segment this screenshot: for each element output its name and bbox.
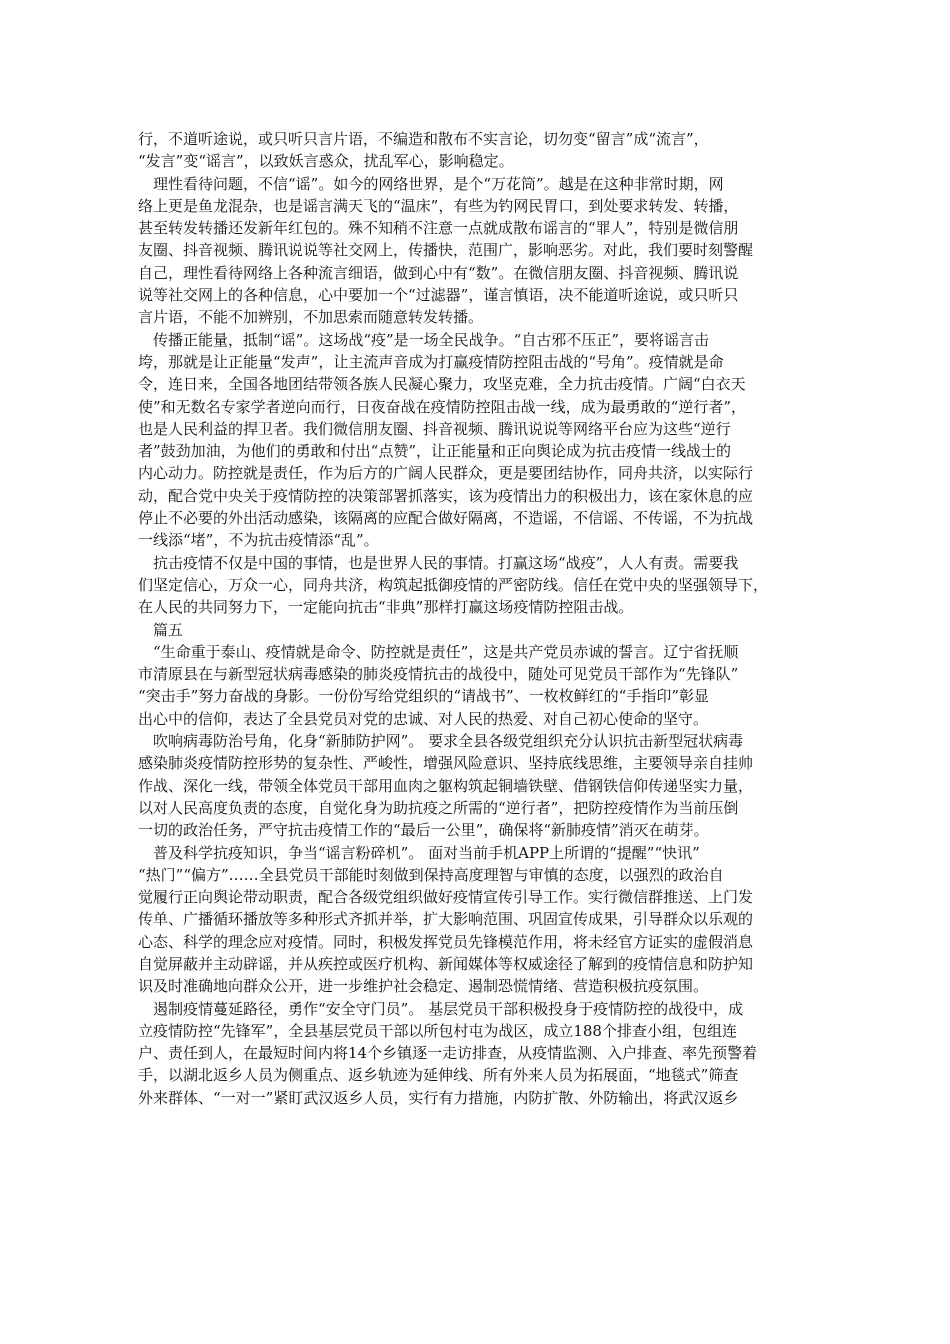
text-line: 自觉屏蔽并主动辟谣，并从疾控或医疗机构、新闻媒体等权威途径了解到的疫情信息和防护知 [138, 954, 754, 973]
text-line: 传单、广播循环播放等多种形式齐抓并举，扩大影响范围、巩固宣传成果，引导群众以乐观的 [138, 910, 754, 929]
text-line: 识及时准确地向群众公开，进一步维护社会稳定、遏制恐慌情绪、营造积极抗疫氛围。 [138, 977, 709, 996]
text-line: 垮，那就是让正能量“发声”，让主流声音成为打赢疫情防控阻击战的“号角”。疫情就是命 [138, 352, 724, 371]
text-line: 市清原县在与新型冠状病毒感染的肺炎疫情抗击的战役中，随处可见党员干部作为“先锋队” [138, 665, 739, 684]
text-line: 内心动力。防控就是责任，作为后方的广阔人民群众，更是要团结协作，同舟共济，以实际行 [138, 464, 754, 483]
text-line: 吹响病毒防治号角，化身“新肺防护网”。 要求全县各级党组织充分认识抗击新型冠状病毒 [138, 732, 744, 751]
text-line: 令，连日来，全国各地团结带领各族人民凝心聚力，攻坚克难，全力抗击疫情。广阔“白衣天 [138, 375, 746, 394]
text-line: 作战、深化一线，带领全体党员干部用血肉之躯构筑起铜墙铁壁、借钢铁信仰传递坚实力量， [138, 776, 754, 795]
text-line: 动，配合党中央关于疫情防控的决策部署抓落实，该为疫情出力的积极出力，该在家休息的应 [138, 486, 754, 505]
text-line: 甚至转发转播还发新年红包的。殊不知稍不注意一点就成散布谣言的“罪人”，特别是微信朋 [138, 219, 739, 238]
text-line: 停止不必要的外出活动感染，该隔离的应配合做好隔离，不造谣，不信谣、不传谣，不为抗战 [138, 509, 754, 528]
text-line: 者”鼓劲加油，为他们的勇敢和付出“点赞”，让正能量和正向舆论成为抗击疫情一线战士的 [138, 442, 732, 461]
text-line: 外来群体、“一对一”紧盯武汉返乡人员，实行有力措施，内防扩散、外防输出，将武汉返乡 [138, 1088, 739, 1107]
text-line: “热门”“偏方”……全县党员干部能时刻做到保持高度理智与审慎的态度，以强烈的政治自 [138, 865, 724, 884]
text-line: 立疫情防控“先锋军”，全县基层党员干部以所包村屯为战区，成立188个排查小组，包组连 [138, 1021, 737, 1040]
text-line: 普及科学抗疫知识，争当“谣言粉碎机”。 面对当前手机APP上所谓的“提醒”“快讯” [138, 843, 700, 862]
text-line: 在人民的共同努力下，一定能向抗击“非典”那样打赢这场疫情防控阻击战。 [138, 598, 634, 617]
text-line: 友圈、抖音视频、腾讯说说等社交网上，传播快，范围广，影响恶劣。对此，我们要时刻警醒 [138, 241, 754, 260]
text-line: 说等社交网上的各种信息，心中要加一个“过滤器”，谨言慎语，决不能道听途说，或只听只 [138, 286, 739, 305]
text-line: 自己，理性看待网络上各种流言细语，做到心中有“数”。在微信朋友圈、抖音视频、腾讯说 [138, 263, 739, 282]
text-line: 心态、科学的理念应对疫情。同时，积极发挥党员先锋模范作用，将未经官方证实的虚假消息 [138, 932, 754, 951]
document-body [138, 128, 814, 1109]
text-line: 抗击疫情不仅是中国的事情，也是世界人民的事情。打赢这场“战疫”，人人有责。需要我 [138, 553, 739, 572]
text-line: 们坚定信心，万众一心，同舟共济，构筑起抵御疫情的严密防线。信任在党中央的坚强领导下， [138, 575, 769, 594]
text-line: 传播正能量，抵制“谣”。这场战“疫”是一场全民战争。“自古邪不压正”，要将谣言击 [138, 330, 710, 349]
text-line: 理性看待问题，不信“谣”。如今的网络世界，是个“万花筒”。越是在这种非常时期，网 [138, 174, 724, 193]
text-line: 出心中的信仰，表达了全县党员对党的忠诚、对人民的热爱、对自己初心使命的坚守。 [138, 709, 709, 728]
text-line: 一线添“堵”，不为抗击疫情添“乱”。 [138, 531, 379, 550]
text-line: 行，不道听途说，或只听只言片语，不编造和散布不实言论，切勿变“留言”成“流言”， [138, 130, 709, 148]
text-line: 也是人民利益的捍卫者。我们微信朋友圈、抖音视频、腾讯说说等网络平台应为这些“逆行 [138, 419, 731, 438]
text-line: 觉履行正向舆论带动职责，配合各级党组织做好疫情宣传引导工作。实行微信群推送、上门发 [138, 888, 754, 907]
text-line: 以对人民高度负责的态度，自觉化身为助抗疫之所需的“逆行者”，把防控疫情作为当前压倒 [138, 798, 739, 817]
text-line: 手，以湖北返乡人员为侧重点、返乡轨迹为延伸线、所有外来人员为拓展面，“地毯式”筛查 [138, 1066, 739, 1085]
text-line: 一切的政治任务，严守抗击疫情工作的“最后一公里”，确保将“新肺疫情”消灭在萌芽。 [138, 821, 709, 840]
text-line: “发言”变“谣言”，以致妖言惑众，扰乱军心，影响稳定。 [138, 152, 514, 171]
text-line: 感染肺炎疫情防控形势的复杂性、严峻性，增强风险意识、坚持底线思维，主要领导亲自挂帅 [138, 754, 754, 773]
text-line: “突击手”努力奋战的身影。一份份写给党组织的“请战书”、一枚枚鲜红的“手指印”彰显 [138, 687, 710, 706]
text-line: 遏制疫情蔓延路径，勇作“安全守门员”。 基层党员干部积极投身于疫情防控的战役中，成 [138, 999, 744, 1018]
text-line: 篇五 [138, 620, 184, 639]
text-line: 使”和无数名专家学者逆向而行，日夜奋战在疫情防控阻击战一线，成为最勇敢的“逆行者”， [138, 397, 747, 416]
text-line: 言片语，不能不加辨别，不加思索而随意转发转播。 [138, 308, 484, 327]
text-line: 户、责任到人，在最短时间内将14个乡镇逐一走访排查，从疫情监测、入户排查、率先预警着 [138, 1044, 758, 1063]
text-line: 络上更是鱼龙混杂，也是谣言满天飞的“温床”，有些为钓网民胃口，到处要求转发、转播， [138, 196, 739, 215]
text-line: “生命重于泰山、疫情就是命令、防控就是责任”，这是共产党员赤诚的誓言。辽宁省抚顺 [138, 642, 739, 661]
